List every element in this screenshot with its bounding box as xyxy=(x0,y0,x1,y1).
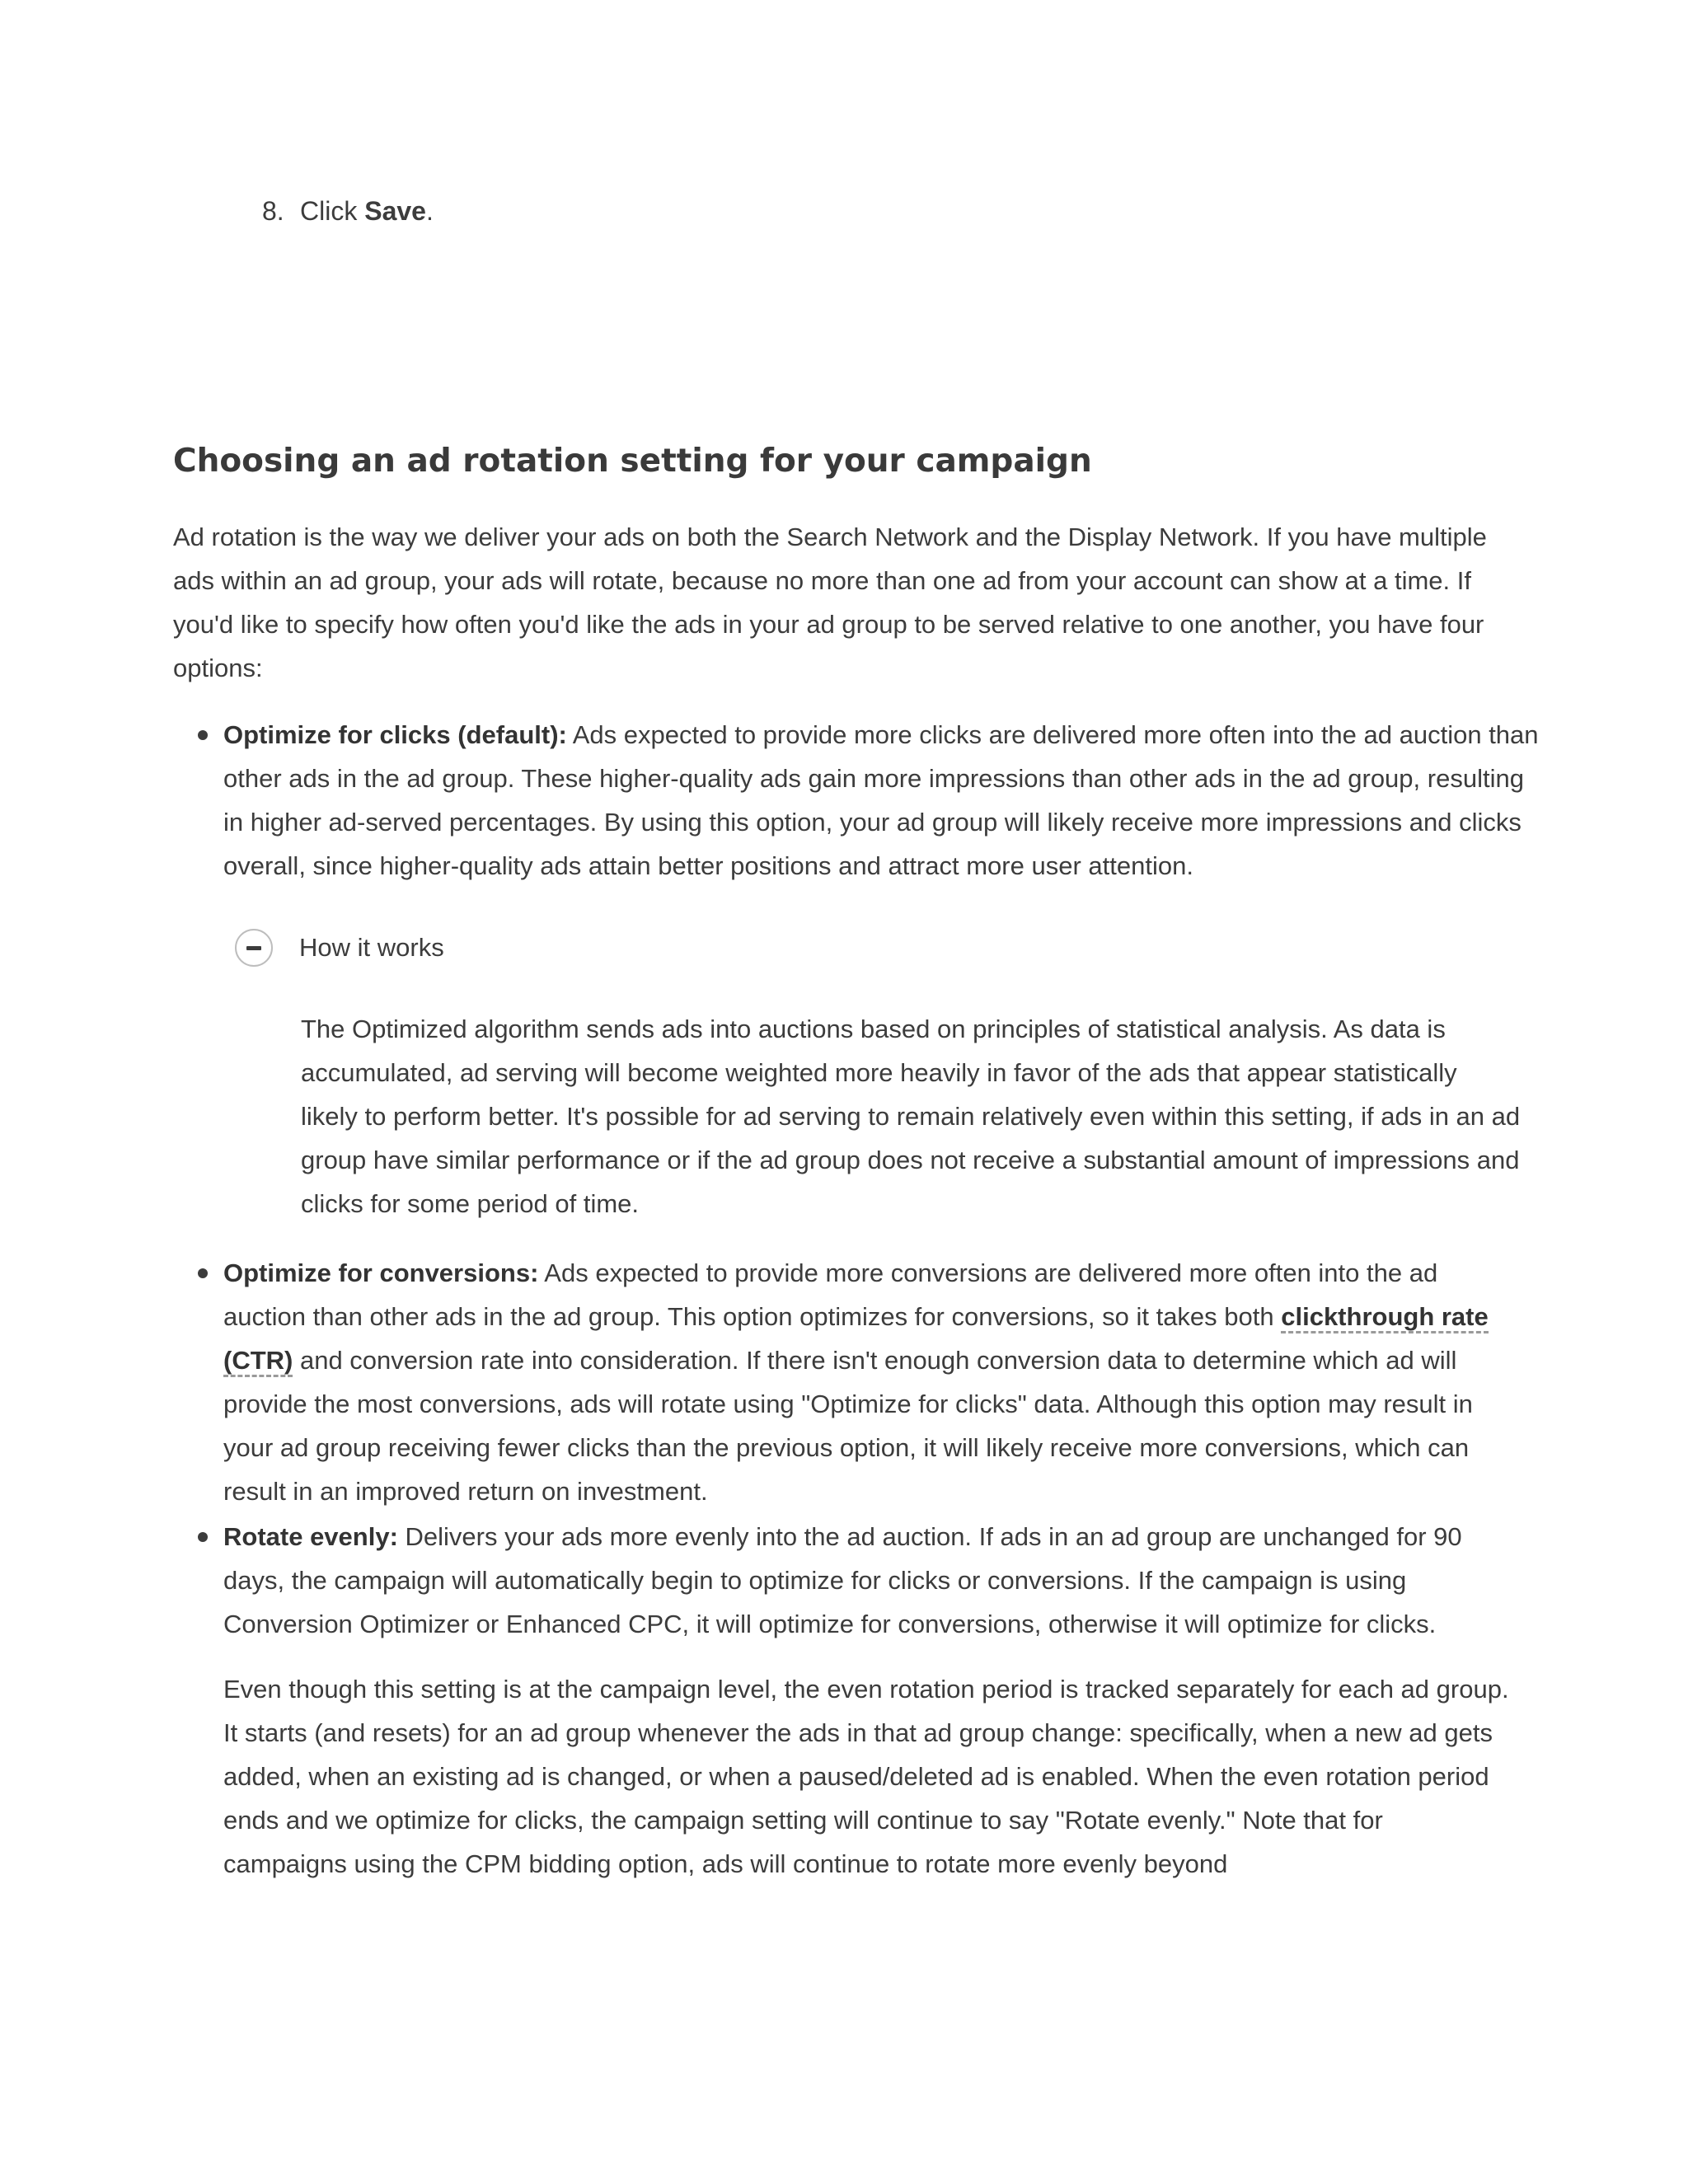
rotate-evenly-details: Even though this setting is at the campaign level, the even rotation period is tracked separately for each ad group. It starts (and resets) for an ad group whenever the ads in that ad group change: specifically, when a new ad gets added, when an existing ad is changed, or when a paused/deleted ad is enabled. When the even rotation period ends and we optimize for clicks, the campaign setting will continue to say "Rotate evenly." Note that for campaigns using the CPM bidding option, ads will continue to rotate more evenly beyond xyxy=(223,1675,1509,1878)
option-text: Delivers your ads more evenly into the ad auction. If ads in an ad group are unchanged for 90 days, the campaign will automatically begin to optimize for clicks or conversions. If the campaign is using Conversion Optimizer or Enhanced CPC, it will optimize for conversions, otherwise it will optimize for clicks. xyxy=(223,1522,1462,1638)
ctr-link[interactable]: clickthrough rate (CTR) xyxy=(223,1302,1489,1377)
bullet-icon xyxy=(198,1268,208,1278)
intro-paragraph: Ad rotation is the way we deliver your ads on both the Search Network and the Display Network. If you have multiple ads within an ad group, your ads will rotate, because no more than one ad from your account can show at a time. If you'd like to specify how often you'd like the ads in your ad group to be served relative to one another, you have four options: xyxy=(173,523,1487,682)
bullet-icon xyxy=(198,730,208,740)
option-optimize-clicks xyxy=(223,713,1542,888)
step-8 xyxy=(262,193,434,229)
collapse-minus-icon[interactable] xyxy=(235,929,273,967)
option-text: Ads expected to provide more conversions are delivered more often into the ad auction than other ads in the ad group. This option optimizes for conversions, so it takes both xyxy=(223,1258,1438,1331)
option-text: and conversion rate into consideration. If there isn't enough conversion data to determine which ad will provide the most conversions, ads will rotate using "Optimize for clicks" data. Although this option may result in your ad group receiving fewer clicks than the previous option, it will likely receive more conversions, which can result in an improved return on investment. xyxy=(223,1346,1473,1506)
section-title: Choosing an ad rotation setting for your campaign xyxy=(173,443,1092,480)
option-lead: Optimize for clicks (default): xyxy=(223,720,567,749)
step-prefix: Click xyxy=(300,196,365,226)
step-number: 8. xyxy=(262,196,284,226)
option-lead: Rotate evenly: xyxy=(223,1522,398,1551)
step-suffix: . xyxy=(425,196,434,226)
option-text: Ads expected to provide more clicks are delivered more often into the ad auction than other ads in the ad group. These higher-quality ads gain more impressions than other ads in the ad group, resulting in higher ad-served percentages. By using this option, your ad group will likely receive more impressions and clicks overall, since higher-quality ads attain better positions and attract more user attention. xyxy=(223,720,1539,880)
how-it-works-toggle[interactable]: How it works xyxy=(299,933,444,962)
option-optimize-conversions xyxy=(223,1251,1509,1513)
save-label: Save xyxy=(364,196,426,226)
how-it-works-text: The Optimized algorithm sends ads into auctions based on principles of statistical analysis. As data is accumulated, ad serving will become weighted more heavily in favor of the ads that appear statistically likely to perform better. It's possible for ad serving to remain relatively even within this setting, if ads in an ad group have similar performance or if the ad group does not receive a substantial amount of impressions and clicks for some period of time. xyxy=(301,1015,1521,1218)
bullet-icon xyxy=(198,1532,208,1542)
option-lead: Optimize for conversions: xyxy=(223,1258,539,1287)
option-rotate-evenly xyxy=(223,1515,1509,1646)
